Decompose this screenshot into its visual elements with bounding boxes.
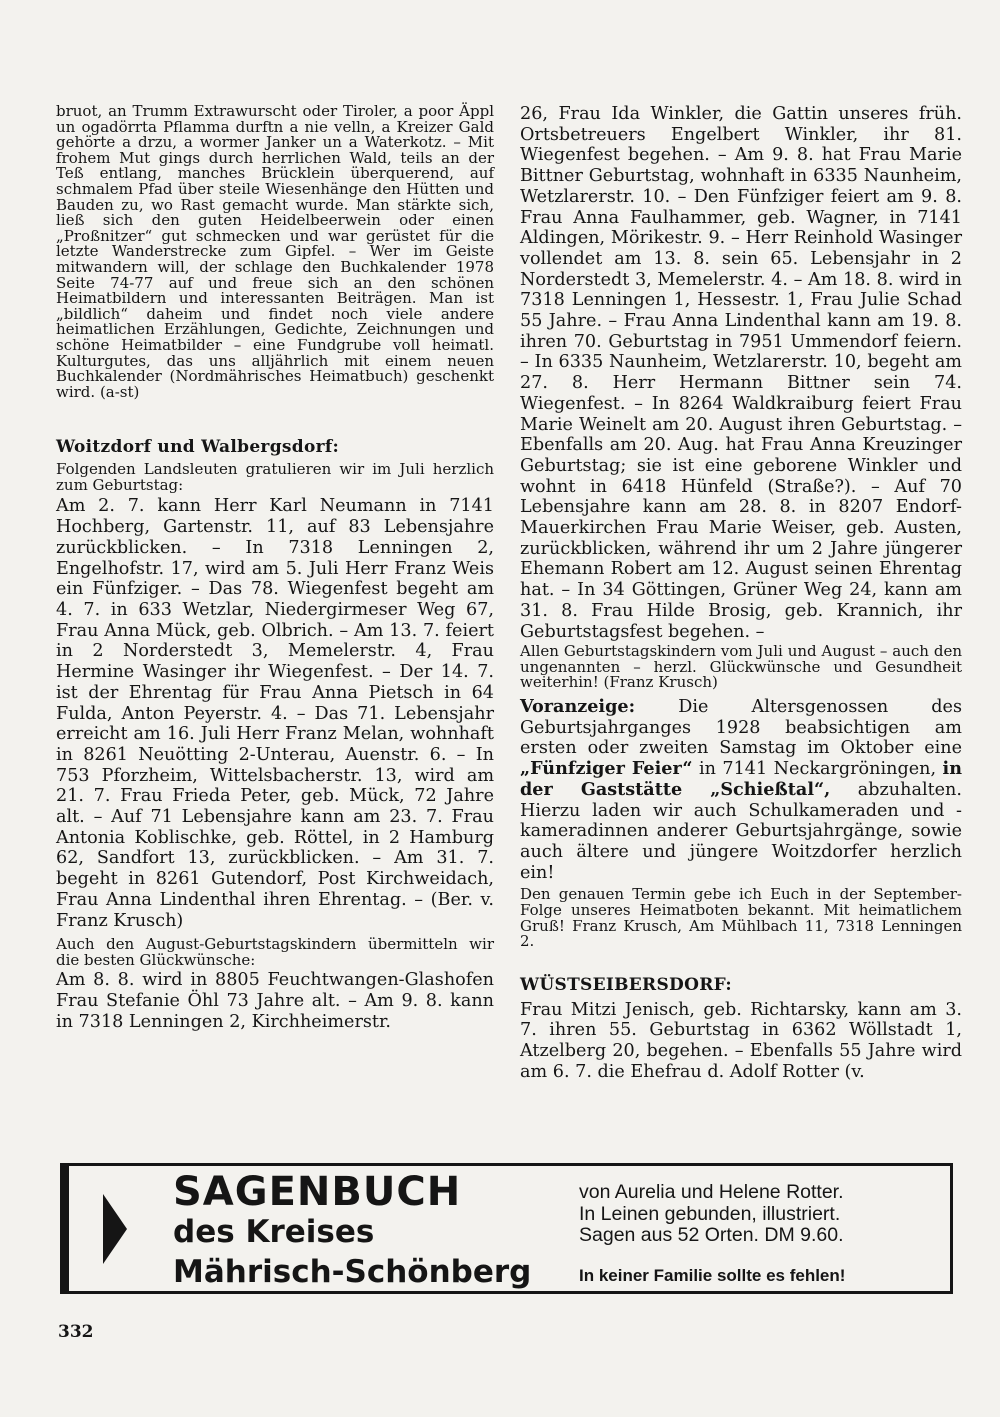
ad-info-line-2: In Leinen gebunden, illustriert. [579,1202,841,1225]
august-birthdays-start: Am 8. 8. wird in 8805 Feuchtwangen-Glashofen Frau Stefanie Öhl 73 Jahre alt. – Am 9. 8. kann in 7318 Lenningen 2, Kirchheimerstr. [56,970,494,1032]
august-birthdays-continued: 26, Frau Ida Winkler, die Gattin unseres früh. Ortsbetreuers Engelbert Winkler, ihr 81. Wiegenfest begehen. – Am 9. 8. hat Frau Marie Bittner Geburtstag, wohnhaft in 6335 Naunheim, Wetzlarerstr. 10. – Den Fünfziger feiert am 9. 8. Frau Anna Faulhammer, geb. Wagner, in 7141 Aldingen, Mörikestr. 9. – Herr Reinhold Wasinger vollendet am 13. 8. sein 65. Lebensjahr in 2 Norderstedt 3, Memelerstr. 4. – Am 18. 8. wird in 7318 Lenningen 1, Hessestr. 1, Frau Julie Schad 55 Jahre. – Frau Anna Lindenthal kann am 19. 8. ihren 70. Geburtstag in 7951 Ummendorf feiern. – In 6335 Naunheim, Wetzlarerstr. 10, begeht am 27. 8. Herr Hermann Bittner sein 74. Wiegenfest. – In 8264 Waldkraiburg feiert Frau Marie Weinelt am 20. August ihren Geburtstag. – Ebenfalls am 20. Aug. hat Frau Anna Kreuzinger Geburtstag; sie ist eine geborene Winkler und wohnt in 6418 Hünfeld (Straße?). – Auf 70 Lebensjahre kann am 28. 8. in 8207 Endorf-Mauerkirchen Frau Marie Weiser, geb. Austen, zurückblicken, während ihr um 2 Jahre jüngerer Ehemann Robert am 12. August seinen Ehrentag hat. – In 34 Göttingen, Grüner Weg 24, kann am 31. 8. Frau Hilde Brosig, geb. Krannich, ihr Geburtstagsfest begehen. – [520,104,962,642]
woitzdorf-intro: Folgenden Landsleuten gratulieren wir im Juli herzlich zum Geburtstag: [56,460,494,494]
voranzeige-text-2: in 7141 Neckargröningen, [692,759,943,780]
ad-subtitle-2: Mährisch-Schönberg [173,1254,532,1290]
voranzeige-venue: in der Gaststätte „Schießtal“, [520,758,962,800]
woitzdorf-birthdays: Am 2. 7. kann Herr Karl Neumann in 7141 Hochberg, Gartenstr. 11, auf 83 Lebensjahre zurückblicken. – In 7318 Lenningen 2, Engelhofstr. 17, wird am 5. Juli Herr Franz Weis ein Fünfziger. – Das 78. Wiegenfest begeht am 4. 7. in 633 Wetzlar, Niedergirmeser Weg 67, Frau Anna Mück, geb. Olbrich. – Am 13. 7. feiert in 2 Norderstedt 3, Memelerstr. 4, Frau Hermine Wasinger ihr Wiegenfest. – Der 14. 7. ist der Ehrentag für Frau Anna Pietsch in 64 Fulda, Anton Peyerstr. 4. – Das 71. Lebensjahr erreicht am 16. Juli Herr Franz Melan, wohnhaft in 8261 Neuötting 2-Unterau, Auenstr. 6. – In 753 Pforzheim, Wittelsbacherstr. 13, wird am 21. 7. Frau Frieda Peter, geb. Mück, 72 Jahre alt. – Auf 71 Lebensjahre kann am 23. 7. Frau Antonia Koblischke, geb. Röttel, in 2 Hamburg 62, Sandfort 13, zurückblicken. – Am 31. 7. begeht in 8261 Gutendorf, Post Kirchweidach, Frau Anna Lindenthal ihren Ehrentag. – (Ber. v. Franz Krusch) [56,496,494,931]
voranzeige-event: „Fünfziger Feier“ [520,758,693,780]
voranzeige-text-1: Die Altersgenossen des Geburtsjahrganges 1928 beabsichtigen am ersten oder zweiten Samstag im Oktober eine [520,697,962,759]
page-number: 332 [58,1322,94,1342]
ad-title-block [173,1169,532,1292]
voranzeige-paragraph [520,697,962,883]
voranzeige-label: Voranzeige: [520,696,636,718]
august-closing-wishes: Allen Geburtstagskindern vom Juli und August – auch den ungenannten – herzl. Glückwünsche und Gesundheit weiterhin! (Franz Krusch) [520,642,962,692]
sagenbuch-advertisement [60,1163,953,1294]
left-column [56,104,494,1033]
woitzdorf-heading: Woitzdorf und Walbergsdorf: [56,437,340,458]
ad-info [579,1182,844,1247]
ad-subtitle-1: des Kreises [173,1214,375,1250]
ad-title: SAGENBUCH [173,1169,462,1215]
august-intro: Auch den August-Geburtstagskindern übermitteln wir die besten Glückwünsche: [56,935,494,969]
arrow-right-icon [103,1194,127,1264]
ad-info-line-3: Sagen aus 52 Orten. DM 9.60. [579,1224,844,1246]
ad-info-line-1: von Aurelia und Helene Rotter. [579,1181,844,1203]
wuestseibersdorf-text: Frau Mitzi Jenisch, geb. Richtarsky, kann am 3. 7. ihren 55. Geburtstag in 6362 Wöllstadt 1, Atzelberg 20, begehen. – Ebenfalls 55 Jahre wird am 6. 7. die Ehefrau d. Adolf Rotter (v. [520,999,962,1082]
intro-paragraph: bruot, an Trumm Extrawurscht oder Tiroler, a poor Äppl un ogadörrta Pflamma durftn a nie velln, a Kreizer Gald gehörte a drzu, a wormer Janker un a Waterkotz. – Mit frohem Mut gings durch herrlichen Wald, teils an der Teß entlang, manches Brücklein überquerend, auf schmalem Pfad über steile Wiesenhänge den Hütten und Bauden zu, wo Rast gemacht wurde. Man stärkte sich, ließ sich den guten Heidelbeerwein oder einen „Proßnitzer“ gut schmecken und war gerüstet für die letzte Wanderstrecke zum Gipfel. – Wer im Geiste mitwandern will, der schlage den Buchkalender 1978 Seite 74-77 auf und freue sich an den schönen Heimatbildern und interessanten Beiträgen. Man ist „bildlich“ daheim und findet noch viele andere heimatlichen Erzählungen, Gedichte, Zeichnungen und schöne Heimatbilder – eine Fundgrube voll heimatl. Kulturgutes, das uns alljährlich mit einem neuen Buchkalender (Nordmährisches Heimatbuch) geschenkt wird. (a-st) [56,102,494,401]
ad-slogan: In keiner Familie sollte es fehlen! [579,1266,846,1285]
voranzeige-text-3: abzuhalten. Hierzu laden wir auch Schulkameraden und -kameradinnen anderer Geburtsjahrgänge, sowie auch ältere und jüngere Woitzdorfer herzlich ein! [520,779,962,883]
right-column [520,104,962,1083]
wuestseibersdorf-heading: WÜSTSEIBERSDORF: [520,974,732,995]
termin-note: Den genauen Termin gebe ich Euch in der September-Folge unseres Heimatboten bekannt. Mit heimatlichem Gruß! Franz Krusch, Am Mühlbach 11, 7318 Lenningen 2. [520,885,962,951]
